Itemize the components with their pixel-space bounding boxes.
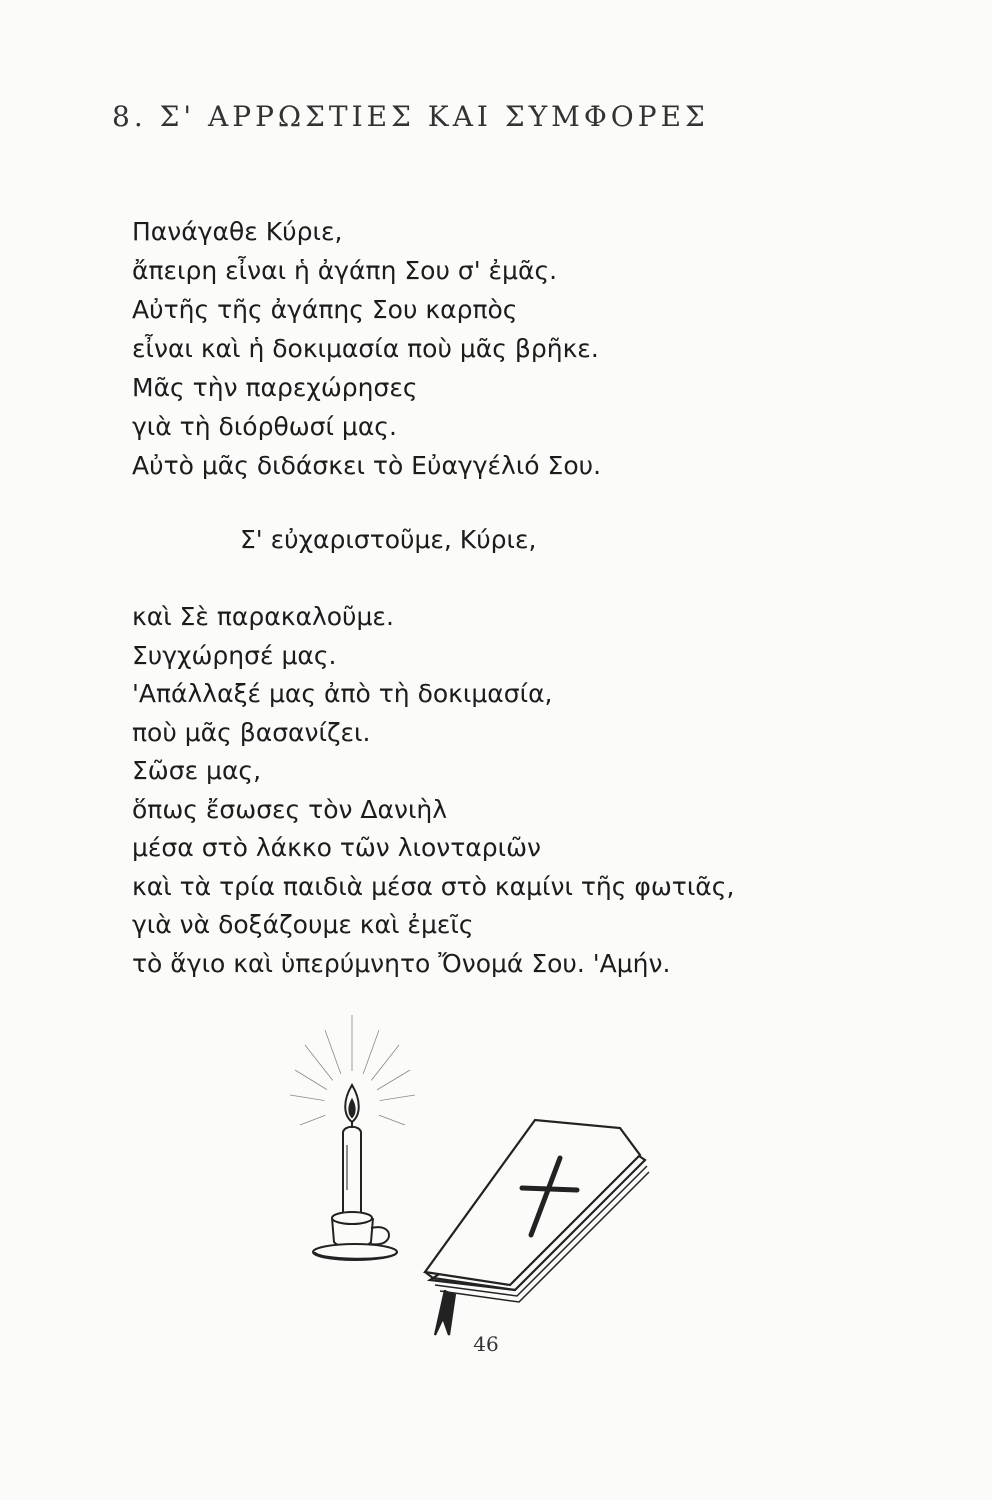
page-number-text: 46 (473, 1332, 499, 1356)
prayer-line: ὅπως ἔσωσες τὸν Δανιὴλ (132, 794, 448, 824)
prayer-line: Μᾶς τὴν παρεχώρησες (132, 373, 418, 402)
prayer-line: Αὐτὸ μᾶς διδάσκει τὸ Εὐαγγέλιό Σου. (132, 451, 602, 480)
illustration (285, 1010, 665, 1340)
prayer-line: 'Απάλλαξέ μας ἀπὸ τὴ δοκιμασία, (132, 679, 553, 708)
prayer-line: γιὰ νὰ δοξάζουμε καὶ ἐμεῖς (132, 910, 474, 939)
prayer-refrain: Σ' εὐχαριστοῦμε, Κύριε, (240, 525, 537, 554)
page-number (0, 1332, 992, 1356)
prayer-line: γιὰ τὴ διόρθωσί μας. (132, 412, 397, 441)
prayer-stanza-2 (132, 598, 734, 983)
prayer-line: Σῶσε μας, (132, 756, 262, 785)
prayer-line: Συγχώρησέ μας. (132, 640, 337, 670)
prayer-line: τὸ ἅγιο καὶ ὑπερύμνητο Ὄνομά Σου. 'Αμήν. (132, 948, 671, 978)
prayer-line: ἄπειρη εἶναι ἡ ἀγάπη Σου σ' ἐμᾶς. (132, 256, 558, 285)
chapter-title: 8. Σ' ΑΡΡΩΣΤΙΕΣ ΚΑΙ ΣΥΜΦΟΡΕΣ (112, 100, 709, 133)
prayer-line: εἶναι καὶ ἡ δοκιμασία ποὺ μᾶς βρῆκε. (132, 334, 599, 363)
prayer-line: Αὐτῆς τῆς ἀγάπης Σου καρπὸς (132, 295, 518, 324)
prayer-line: καὶ Σὲ παρακαλοῦμε. (132, 602, 394, 631)
prayer-line: μέσα στὸ λάκκο τῶν λιονταριῶν (132, 833, 541, 862)
candle-icon (290, 1015, 415, 1260)
bible-icon (425, 1120, 649, 1335)
prayer-line: καὶ τὰ τρία παιδιὰ μέσα στὸ καμίνι τῆς φωτιᾶς, (132, 871, 735, 901)
prayer-line: Πανάγαθε Κύριε, (132, 217, 343, 246)
prayer-line: ποὺ μᾶς βασανίζει. (132, 717, 371, 747)
prayer-stanza-1 (132, 212, 601, 485)
